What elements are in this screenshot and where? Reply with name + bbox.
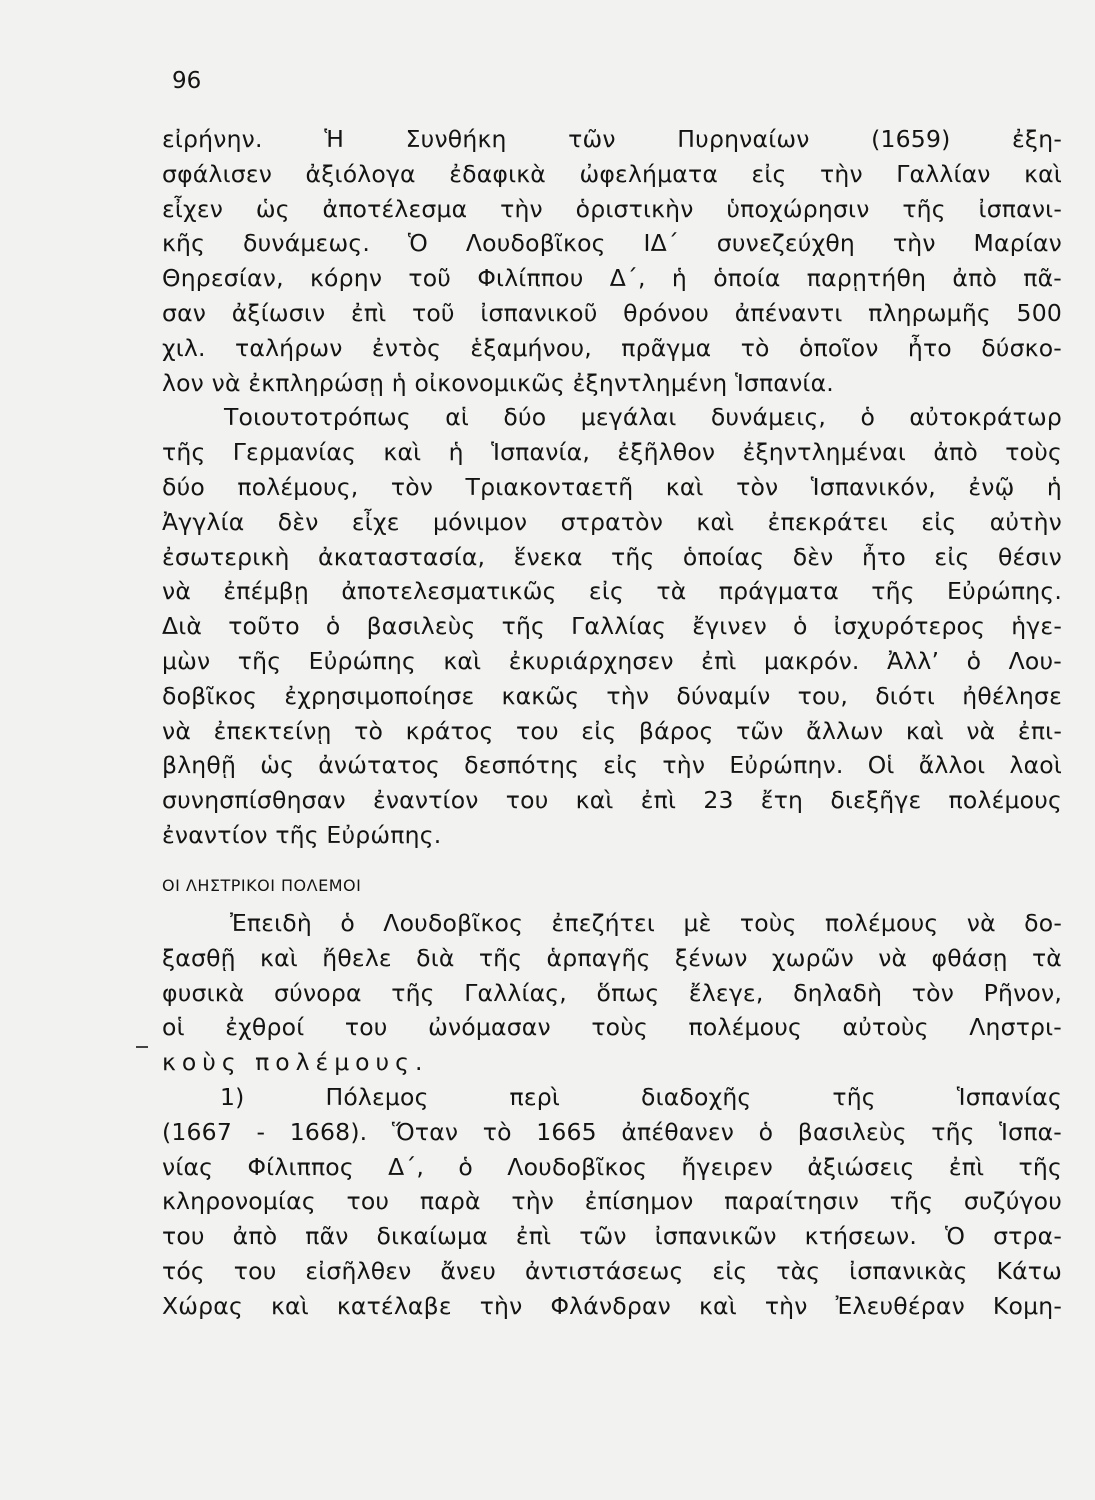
text-line: φυσικὰ σύνορα τῆς Γαλλίας, ὅπως ἔλεγε, δηλαδὴ τὸν Ρῆνον, — [162, 978, 1062, 1007]
section-heading: ΟΙ ΛΗΣΤΡΙΚΟΙ ΠΟΛΕΜΟΙ — [162, 876, 362, 895]
text-line: (1667 - 1668). Ὅταν τὸ 1665 ἀπέθανεν ὁ βασιλεὺς τῆς Ἱσπα- — [162, 1117, 1062, 1146]
text-line: ἐναντίον τῆς Εὐρώπης. — [162, 820, 442, 849]
text-line: του ἀπὸ πᾶν δικαίωμα ἐπὶ τῶν ἰσπανικῶν κτήσεων. Ὁ στρα- — [162, 1222, 1062, 1251]
text-block-bottom — [162, 906, 1062, 1324]
text-line: σφάλισεν ἀξιόλογα ἐδαφικὰ ὠφελήματα εἰς τὴν Γαλλίαν καὶ — [162, 159, 1062, 188]
text-line: Ἐπειδὴ ὁ Λουδοβῖκος ἐπεζήτει μὲ τοὺς πολέμους νὰ δο- — [230, 909, 1062, 937]
text-line: νίας Φίλιππος Δ΄, ὁ Λουδοβῖκος ἤγειρεν ἀξιώσεις ἐπὶ τῆς — [162, 1152, 1062, 1181]
text-line: Χώρας καὶ κατέλαβε τὴν Φλάνδραν καὶ τὴν Ἐλευθέραν Κομη- — [162, 1291, 1062, 1320]
text-line: εἶχεν ὡς ἀποτέλεσμα τὴν ὁριστικὴν ὑποχώρησιν τῆς ἰσπανι- — [162, 194, 1062, 223]
text-line: τός του εἰσῆλθεν ἄνευ ἀντιστάσεως εἰς τὰς ἰσπανικὰς Κάτω — [162, 1256, 1062, 1285]
text-line: ξασθῇ καὶ ἤθελε διὰ τῆς ἁρπαγῆς ξένων χωρῶν νὰ φθάσῃ τὰ — [162, 943, 1062, 972]
text-line: Θηρεσίαν, κόρην τοῦ Φιλίππου Δ΄, ἡ ὁποία παρῃτήθη ἀπὸ πᾶ- — [162, 264, 1062, 293]
text-line: οἱ ἐχθροί του ὠνόμασαν τοὺς πολέμους αὐτοὺς Ληστρι- — [162, 1013, 1062, 1042]
text-line: κῆς δυνάμεως. Ὁ Λουδοβῖκος ΙΔ΄ συνεζεύχθη τὴν Μαρίαν — [162, 229, 1062, 258]
text-line: εἰρήνην. Ἡ Συνθήκη τῶν Πυρηναίων (1659) ἐξη- — [162, 125, 1062, 153]
text-line: κοὺς πολέμους. — [162, 1048, 429, 1077]
text-line: νὰ ἐπεκτείνῃ τὸ κράτος του εἰς βάρος τῶν ἄλλων καὶ νὰ ἐπι- — [162, 716, 1062, 745]
text-line: τῆς Γερμανίας καὶ ἡ Ἱσπανία, ἐξῆλθον ἐξηντλημέναι ἀπὸ τοὺς — [162, 438, 1062, 467]
text-line: δοβῖκος ἐχρησιμοποίησε κακῶς τὴν δύναμίν του, διότι ἠθέλησε — [162, 681, 1062, 710]
text-line: 1) Πόλεμος περὶ διαδοχῆς τῆς Ἱσπανίας — [220, 1082, 1062, 1111]
text-line: σαν ἀξίωσιν ἐπὶ τοῦ ἰσπανικοῦ θρόνου ἀπέναντι πληρωμῆς 500 — [162, 298, 1062, 327]
text-line: μὼν τῆς Εὐρώπης καὶ ἐκυριάρχησεν ἐπὶ μακρόν. Ἀλλ’ ὁ Λου- — [162, 646, 1062, 675]
page-number: 96 — [172, 68, 202, 94]
text-line: νὰ ἐπέμβῃ ἀποτελεσματικῶς εἰς τὰ πράγματα τῆς Εὐρώπης. — [162, 577, 1062, 606]
text-line: Διὰ τοῦτο ὁ βασιλεὺς τῆς Γαλλίας ἔγινεν ὁ ἰσχυρότερος ἡγε- — [162, 612, 1062, 641]
text-line: Τοιουτοτρόπως αἱ δύο μεγάλαι δυνάμεις, ὁ αὐτοκράτωρ — [224, 403, 1062, 432]
text-line: χιλ. ταλήρων ἐντὸς ἑξαμήνου, πρᾶγμα τὸ ὁποῖον ἦτο δύσκο- — [162, 333, 1062, 362]
text-line: κληρονομίας του παρὰ τὴν ἐπίσημον παραίτησιν τῆς συζύγου — [162, 1187, 1062, 1216]
text-line: Ἀγγλία δὲν εἶχε μόνιμον στρατὸν καὶ ἐπεκράτει εἰς αὐτὴν — [162, 507, 1062, 536]
text-line: λον νὰ ἐκπληρώσῃ ἡ οἰκονομικῶς ἐξηντλημένη Ἱσπανία. — [162, 368, 834, 397]
text-line: ἐσωτερικὴ ἀκαταστασία, ἕνεκα τῆς ὁποίας δὲν ἦτο εἰς θέσιν — [162, 542, 1062, 571]
text-line: δύο πολέμους, τὸν Τριακονταετῆ καὶ τὸν Ἱσπανικόν, ἐνῷ ἡ — [162, 472, 1062, 501]
text-block-top — [162, 122, 1062, 853]
scan-mark — [136, 1046, 148, 1048]
text-line: βληθῇ ὡς ἀνώτατος δεσπότης εἰς τὴν Εὐρώπην. Οἱ ἄλλοι λαοὶ — [162, 751, 1062, 780]
text-line: συνησπίσθησαν ἐναντίον του καὶ ἐπὶ 23 ἔτη διεξῆγε πολέμους — [162, 786, 1062, 815]
